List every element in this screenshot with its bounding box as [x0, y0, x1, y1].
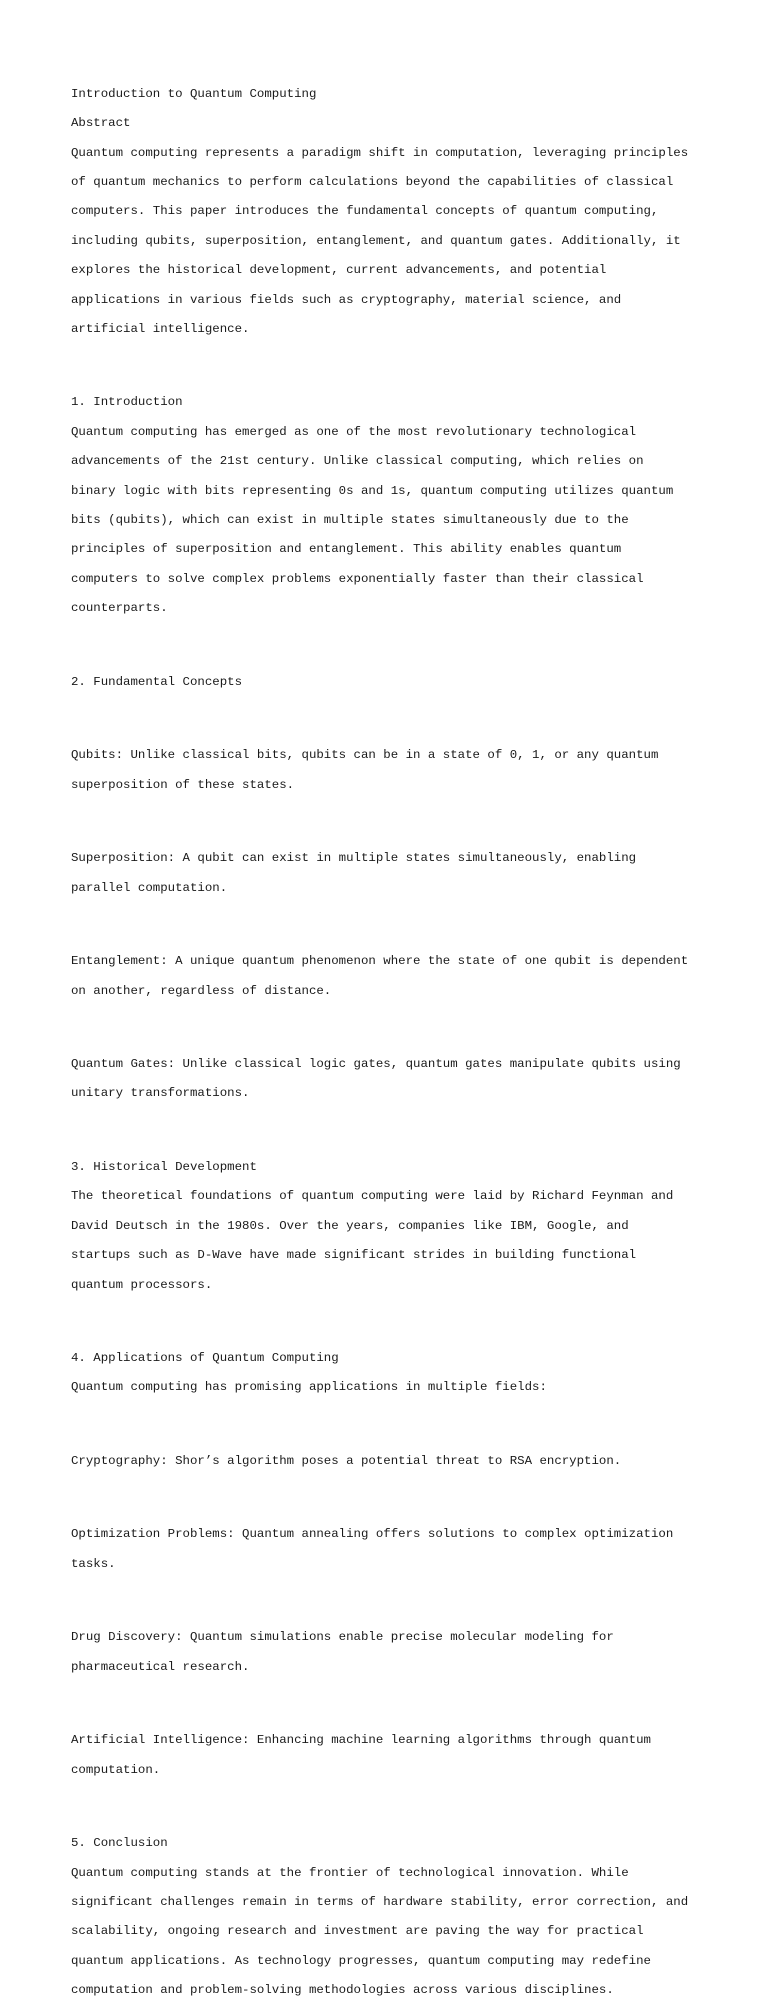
section-heading-introduction: 1. Introduction: [71, 395, 183, 410]
conclusion-line: Quantum computing stands at the frontier of technological innovation. While: [71, 1865, 629, 1880]
section-heading-conclusion: 5. Conclusion: [71, 1836, 168, 1851]
intro-line: Quantum computing has emerged as one of the most revolutionary technological: [71, 424, 637, 439]
concept-qubits-line: superposition of these states.: [71, 777, 295, 792]
intro-line: counterparts.: [71, 601, 168, 616]
abstract-line: of quantum mechanics to perform calculations beyond the capabilities of classical: [71, 174, 674, 189]
intro-line: principles of superposition and entanglement. This ability enables quantum: [71, 542, 622, 557]
abstract-line: including qubits, superposition, entanglement, and quantum gates. Additionally, it: [71, 233, 681, 248]
application-ai-line: computation.: [71, 1762, 161, 1777]
section-heading-fundamental-concepts: 2. Fundamental Concepts: [71, 674, 243, 689]
paragraph-gap: [71, 910, 711, 925]
history-line: The theoretical foundations of quantum computing were laid by Richard Feynman and: [71, 1189, 674, 1204]
concept-qubits-line: Qubits: Unlike classical bits, qubits can be in a state of 0, 1, or any quantum: [71, 748, 659, 763]
paragraph-gap: [71, 704, 711, 719]
application-drug-discovery-line: Drug Discovery: Quantum simulations enable precise molecular modeling for: [71, 1630, 614, 1645]
section-heading-applications: 4. Applications of Quantum Computing: [71, 1351, 339, 1366]
abstract-heading: Abstract: [71, 116, 131, 131]
abstract-line: artificial intelligence.: [71, 321, 250, 336]
concept-entanglement-line: Entanglement: A unique quantum phenomenon where the state of one qubit is dependent: [71, 954, 689, 969]
abstract-line: computers. This paper introduces the fundamental concepts of quantum computing,: [71, 204, 659, 219]
application-cryptography-line: Cryptography: Shor’s algorithm poses a potential threat to RSA encryption.: [71, 1453, 622, 1468]
document-title: Introduction to Quantum Computing: [71, 86, 317, 101]
paragraph-gap: [71, 807, 711, 822]
section-heading-historical-development: 3. Historical Development: [71, 1159, 257, 1174]
concept-superposition-line: Superposition: A qubit can exist in multiple states simultaneously, enabling: [71, 851, 637, 866]
paragraph-gap: [71, 1013, 711, 1028]
history-line: David Deutsch in the 1980s. Over the years, companies like IBM, Google, and: [71, 1218, 629, 1233]
conclusion-line: significant challenges remain in terms of hardware stability, error correction, and: [71, 1894, 689, 1909]
conclusion-line: quantum applications. As technology progresses, quantum computing may redefine: [71, 1953, 651, 1968]
intro-line: bits (qubits), which can exist in multiple states simultaneously due to the: [71, 513, 629, 528]
history-line: startups such as D-Wave have made significant strides in building functional: [71, 1248, 637, 1263]
concept-gates-line: Quantum Gates: Unlike classical logic gates, quantum gates manipulate qubits using: [71, 1057, 681, 1072]
abstract-line: Quantum computing represents a paradigm shift in computation, leveraging principles: [71, 145, 689, 160]
intro-line: computers to solve complex problems exponentially faster than their classical: [71, 571, 644, 586]
abstract-line: explores the historical development, current advancements, and potential: [71, 263, 607, 278]
paragraph-gap: [71, 1307, 711, 1322]
conclusion-line: scalability, ongoing research and investment are paving the way for practical: [71, 1924, 644, 1939]
history-line: quantum processors.: [71, 1277, 213, 1292]
concept-entanglement-line: on another, regardless of distance.: [71, 983, 332, 998]
abstract-line: applications in various fields such as cryptography, material science, and: [71, 292, 622, 307]
application-drug-discovery-line: pharmaceutical research.: [71, 1659, 250, 1674]
intro-line: binary logic with bits representing 0s and 1s, quantum computing utilizes quantum: [71, 483, 674, 498]
applications-intro: Quantum computing has promising applications in multiple fields:: [71, 1380, 547, 1395]
application-optimization-line: tasks.: [71, 1556, 116, 1571]
concept-gates-line: unitary transformations.: [71, 1086, 250, 1101]
application-ai-line: Artificial Intelligence: Enhancing machine learning algorithms through quantum: [71, 1733, 651, 1748]
paragraph-gap: [71, 1410, 711, 1425]
paragraph-gap: [71, 1792, 711, 1807]
paragraph-gap: [71, 1689, 711, 1704]
paragraph-gap: [71, 351, 711, 366]
intro-line: advancements of the 21st century. Unlike classical computing, which relies on: [71, 454, 644, 469]
conclusion-line: computation and problem-solving methodologies across various disciplines.: [71, 1983, 614, 1998]
concept-superposition-line: parallel computation.: [71, 880, 228, 895]
application-optimization-line: Optimization Problems: Quantum annealing offers solutions to complex optimization: [71, 1527, 674, 1542]
paragraph-gap: [71, 1586, 711, 1601]
document-page: [71, 72, 711, 2013]
paragraph-gap: [71, 631, 711, 646]
paragraph-gap: [71, 1116, 711, 1131]
paragraph-gap: [71, 1483, 711, 1498]
